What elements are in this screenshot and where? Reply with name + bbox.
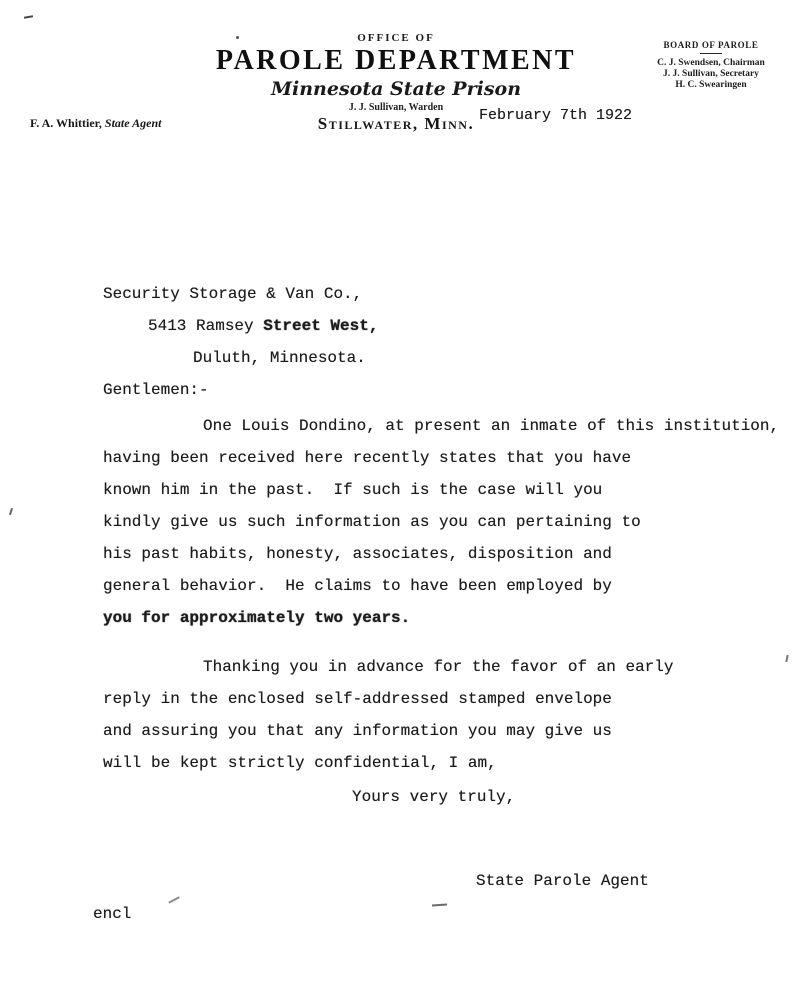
board-member-third: H. C. Swearingen xyxy=(675,80,747,90)
recipient-street-number: 5413 Ramsey xyxy=(148,317,264,335)
board-member-chairman: C. J. Swendsen, Chairman xyxy=(657,58,765,68)
date-line: February 7th 1922 xyxy=(479,107,633,124)
body-line: and assuring you that any information you may give us xyxy=(103,722,612,740)
body-line: you for approximately two years. xyxy=(103,609,411,627)
state-agent-line xyxy=(30,116,161,131)
recipient-company: Security Storage & Van Co., xyxy=(103,285,363,303)
board-of-parole-block xyxy=(627,40,795,91)
body-line: kindly give us such information as you can pertaining to xyxy=(103,513,641,531)
valediction: Yours very truly, xyxy=(352,788,516,806)
department-name: PAROLE DEPARTMENT xyxy=(215,45,577,76)
board-divider xyxy=(700,53,722,54)
scan-mark xyxy=(785,655,788,662)
scan-mark xyxy=(9,508,13,515)
scan-mark xyxy=(168,896,179,903)
body-line: reply in the enclosed self-addressed stamped envelope xyxy=(103,690,612,708)
board-member-secretary: J. J. Sullivan, Secretary xyxy=(663,69,759,79)
body-line: general behavior. He claims to have been employed by xyxy=(103,577,612,595)
body-line: his past habits, honesty, associates, disposition and xyxy=(103,545,612,563)
enclosure-note: encl xyxy=(93,905,132,923)
recipient-city: Duluth, Minnesota. xyxy=(193,349,366,367)
signature-title: State Parole Agent xyxy=(476,872,649,890)
scan-mark xyxy=(24,15,33,19)
state-agent-name: F. A. Whittier, xyxy=(30,116,102,130)
body-line: known him in the past. If such is the case will you xyxy=(103,481,603,499)
recipient-street-name: Street West, xyxy=(263,317,379,335)
recipient-street xyxy=(148,317,378,335)
salutation: Gentlemen:- xyxy=(103,381,209,399)
institution-name: Minnesota State Prison xyxy=(270,78,522,100)
body-line: One Louis Dondino, at present an inmate of this institution, xyxy=(203,417,780,435)
warden-line: J. J. Sullivan, Warden xyxy=(348,102,444,113)
scan-mark xyxy=(432,903,447,906)
body-line: will be kept strictly confidential, I am, xyxy=(103,754,497,772)
body-line: having been received here recently states that you have xyxy=(103,449,632,467)
office-of-label: OFFICE OF xyxy=(357,32,435,44)
scan-mark xyxy=(236,36,239,39)
location-line: Stillwater, Minn. xyxy=(317,114,475,133)
state-agent-title: State Agent xyxy=(104,116,162,130)
board-title: BOARD OF PAROLE xyxy=(663,40,759,50)
body-line: Thanking you in advance for the favor of an early xyxy=(203,658,674,676)
